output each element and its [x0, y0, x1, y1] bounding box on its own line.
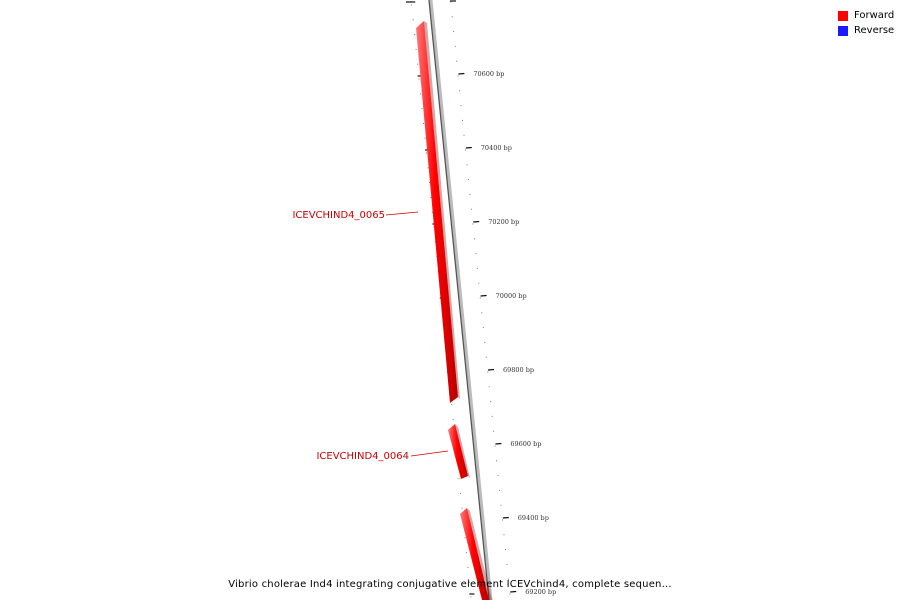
reverse-swatch: [838, 26, 848, 36]
tick-label: 70200 bp: [488, 218, 520, 226]
gene-feature-icevchind4-0064[interactable]: [448, 424, 470, 479]
sequence-backbone-shadow: [431, 0, 491, 600]
gene-label-icevchind4-0064[interactable]: ICEVCHIND4_0064: [316, 451, 409, 462]
legend-reverse-label: Reverse: [854, 25, 895, 36]
tick-label: 69600 bp: [510, 440, 542, 448]
tick-label: 70600 bp: [473, 70, 505, 78]
gene-label-leader: [386, 212, 418, 215]
legend-forward-label: Forward: [854, 10, 895, 21]
legend: [838, 8, 894, 38]
major-tick: [488, 370, 494, 371]
forward-swatch: [838, 11, 848, 21]
major-tick: [481, 296, 487, 297]
tick-label: 69400 bp: [517, 514, 549, 522]
tick-label: 69200 bp: [525, 588, 557, 596]
sequence-caption: Vibrio cholerae Ind4 integrating conjugative element ICEVchind4, complete sequen...: [228, 579, 672, 590]
sequence-backbone: [429, 0, 489, 600]
tick-label: 70400 bp: [480, 144, 512, 152]
gene-body-shade: [424, 21, 460, 399]
gene-label-leader: [411, 451, 448, 456]
major-tick: [495, 444, 501, 445]
major-tick: [510, 592, 516, 593]
legend-item-forward: [838, 8, 894, 23]
major-tick: [466, 148, 472, 149]
major-tick: [503, 518, 509, 519]
tick-label: 69800 bp: [503, 366, 535, 374]
legend-item-reverse: [838, 23, 894, 38]
gene-label-icevchind4-0065[interactable]: ICEVCHIND4_0065: [292, 210, 385, 221]
major-tick: [458, 74, 464, 75]
major-tick: [473, 222, 479, 223]
tick-label: 70000 bp: [495, 292, 527, 300]
